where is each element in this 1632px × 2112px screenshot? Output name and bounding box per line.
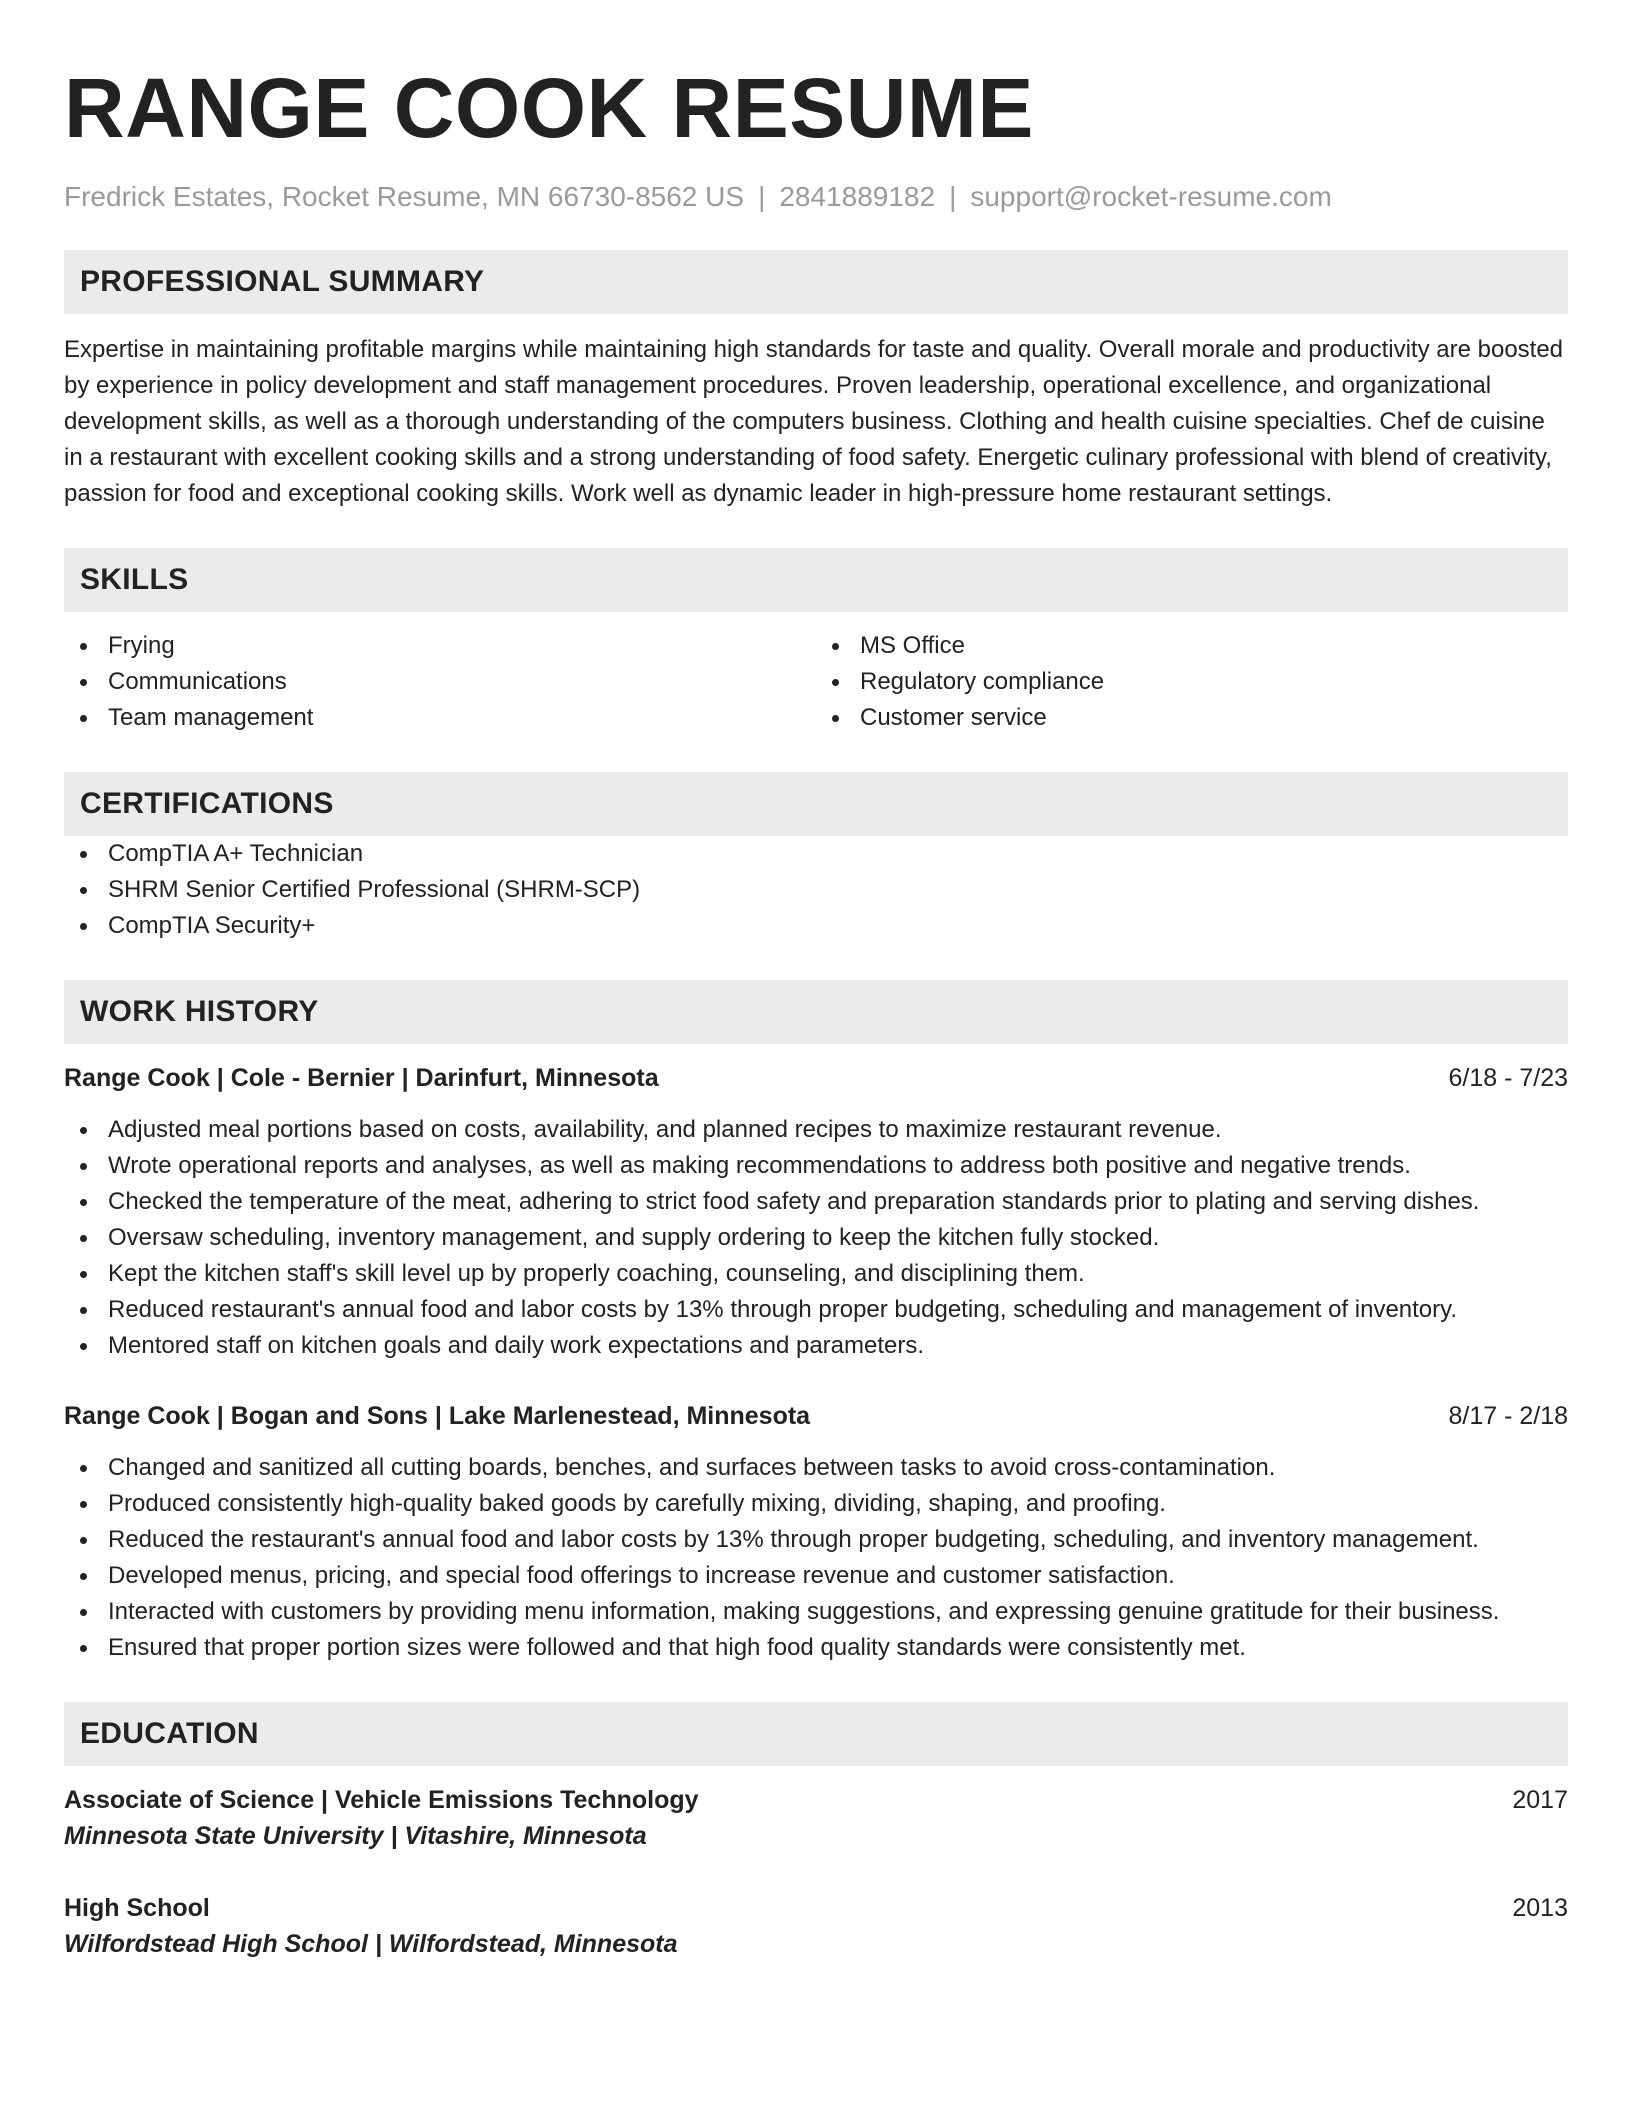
education-entry — [64, 1890, 1568, 1962]
work-entry-header — [64, 1398, 1568, 1434]
job-bullets — [64, 1112, 1568, 1364]
job-bullet: Reduced the restaurant's annual food and labor costs by 13% through proper budgeting, scheduling, and inventory management. — [64, 1522, 1568, 1558]
skills-section-header — [64, 548, 1568, 612]
contact-separator: | — [949, 181, 957, 212]
job-dates: 6/18 - 7/23 — [1448, 1064, 1568, 1092]
graduation-year: 2017 — [1512, 1786, 1568, 1814]
job-bullet: Mentored staff on kitchen goals and daily work expectations and parameters. — [64, 1328, 1568, 1364]
graduation-year: 2013 — [1512, 1894, 1568, 1922]
contact-email: support@rocket-resume.com — [970, 181, 1332, 212]
certification-item: CompTIA Security+ — [64, 908, 1568, 944]
contact-separator: | — [758, 181, 766, 212]
job-bullet: Changed and sanitized all cutting boards, benches, and surfaces between tasks to avoid cross-contamination. — [64, 1450, 1568, 1486]
education-section-header — [64, 1702, 1568, 1766]
job-bullet: Oversaw scheduling, inventory management, and supply ordering to keep the kitchen fully stocked. — [64, 1220, 1568, 1256]
skill-item: Customer service — [816, 700, 1568, 736]
certification-item: CompTIA A+ Technician — [64, 836, 1568, 872]
job-bullet: Ensured that proper portion sizes were followed and that high food quality standards were consistently met. — [64, 1630, 1568, 1666]
job-bullet: Interacted with customers by providing menu information, making suggestions, and expressing genuine gratitude for their business. — [64, 1594, 1568, 1630]
job-bullet: Wrote operational reports and analyses, as well as making recommendations to address both positive and negative trends. — [64, 1148, 1568, 1184]
certifications-heading: CERTIFICATIONS — [80, 787, 334, 820]
job-title: Range Cook | Cole - Bernier | Darinfurt, Minnesota — [64, 1064, 659, 1092]
skills-list-right — [816, 628, 1568, 736]
skill-item: Regulatory compliance — [816, 664, 1568, 700]
work-entry — [64, 1060, 1568, 1364]
contact-phone: 2841889182 — [779, 181, 936, 212]
job-bullet: Produced consistently high-quality baked goods by carefully mixing, dividing, shaping, and proofing. — [64, 1486, 1568, 1522]
work-entry-header — [64, 1060, 1568, 1096]
skills-heading: SKILLS — [80, 563, 189, 596]
education-entry-header — [64, 1782, 1568, 1818]
certifications-section-header — [64, 772, 1568, 836]
work-heading: WORK HISTORY — [80, 995, 319, 1028]
summary-section-header — [64, 250, 1568, 314]
summary-text: Expertise in maintaining profitable margins while maintaining high standards for taste and quality. Overall morale and productivity are boosted by experience in policy development and staff management procedures. Proven leadership, operational excellence, and organizational development skills, as well as a thorough understanding of the computers business. Clothing and health cuisine specialties. Chef de cuisine in a restaurant with excellent cooking skills and a strong understanding of food safety. Energetic culinary professional with blend of creativity, passion for food and exceptional cooking skills. Work well as dynamic leader in high-pressure home restaurant settings. — [64, 336, 1564, 507]
job-bullet: Checked the temperature of the meat, adhering to strict food safety and preparation standards prior to plating and serving dishes. — [64, 1184, 1568, 1220]
education-heading: EDUCATION — [80, 1717, 259, 1750]
work-section-header — [64, 980, 1568, 1044]
skill-item: Team management — [64, 700, 816, 736]
skill-item: Frying — [64, 628, 816, 664]
job-dates: 8/17 - 2/18 — [1448, 1402, 1568, 1430]
skill-item: Communications — [64, 664, 816, 700]
skills-list-left — [64, 628, 816, 736]
school-name: Wilfordstead High School | Wilfordstead, Minnesota — [64, 1930, 678, 1958]
resume-title: RANGE COOK RESUME — [64, 61, 1034, 155]
job-bullet: Kept the kitchen staff's skill level up by properly coaching, counseling, and disciplining them. — [64, 1256, 1568, 1292]
summary-heading: PROFESSIONAL SUMMARY — [80, 265, 485, 298]
skill-item: MS Office — [816, 628, 1568, 664]
contact-line — [64, 180, 1568, 214]
job-bullets — [64, 1450, 1568, 1666]
job-bullet: Developed menus, pricing, and special food offerings to increase revenue and customer satisfaction. — [64, 1558, 1568, 1594]
job-bullet: Reduced restaurant's annual food and labor costs by 13% through proper budgeting, scheduling and management of inventory. — [64, 1292, 1568, 1328]
certifications-list — [64, 836, 1568, 944]
job-bullet: Adjusted meal portions based on costs, availability, and planned recipes to maximize restaurant revenue. — [64, 1112, 1568, 1148]
degree-title: High School — [64, 1894, 210, 1922]
certification-item: SHRM Senior Certified Professional (SHRM-SCP) — [64, 872, 1568, 908]
job-title: Range Cook | Bogan and Sons | Lake Marlenestead, Minnesota — [64, 1402, 811, 1430]
degree-title: Associate of Science | Vehicle Emissions Technology — [64, 1786, 699, 1814]
education-entry-header — [64, 1890, 1568, 1926]
school-name: Minnesota State University | Vitashire, Minnesota — [64, 1822, 647, 1850]
education-entry — [64, 1782, 1568, 1854]
work-entry — [64, 1398, 1568, 1666]
skills-grid — [64, 628, 1568, 736]
contact-address: Fredrick Estates, Rocket Resume, MN 66730-8562 US — [64, 181, 745, 212]
